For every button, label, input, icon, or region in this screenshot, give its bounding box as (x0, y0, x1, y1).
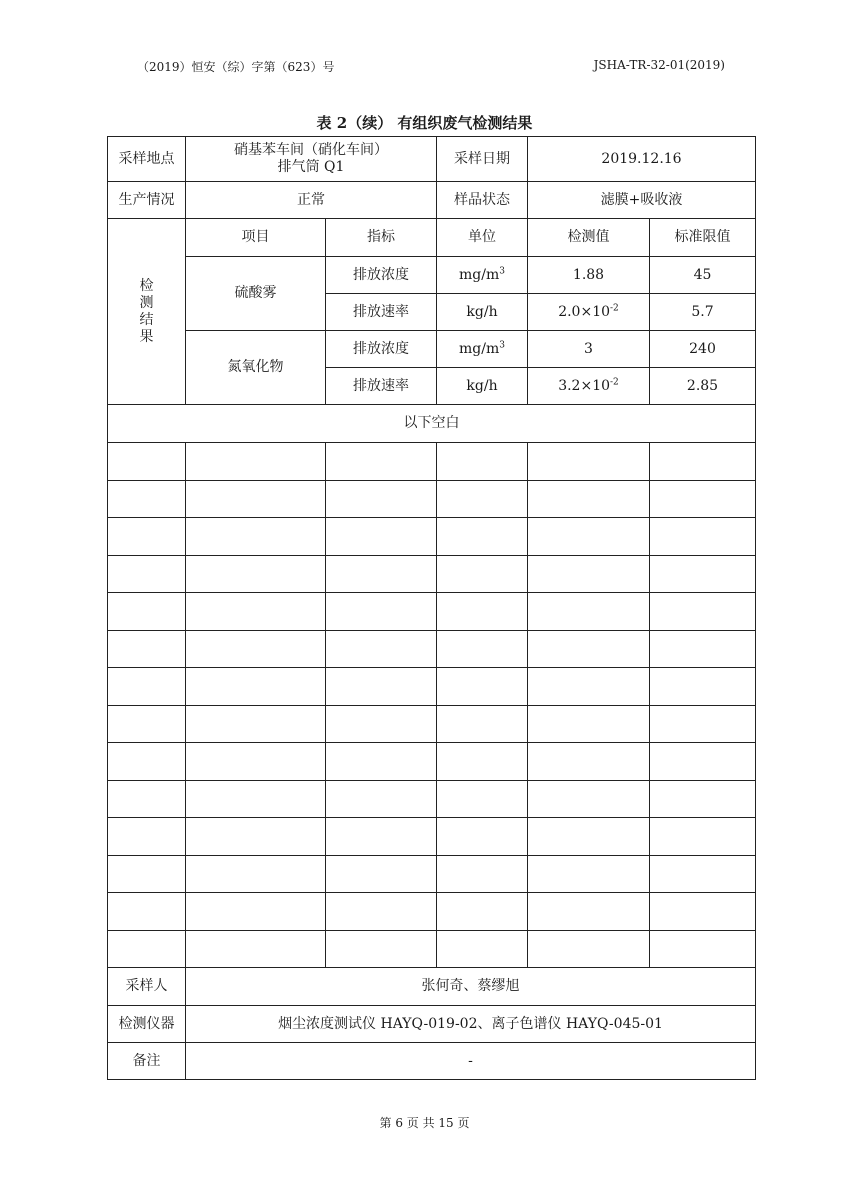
remark-row (108, 1043, 756, 1080)
blank-cell (650, 893, 756, 931)
document-number: （2019）恒安（综）字第（623）号 (137, 60, 335, 74)
remark-value: - (186, 1043, 756, 1080)
date-label: 采样日期 (437, 137, 528, 182)
blank-cell (186, 743, 326, 781)
blank-cell (108, 930, 186, 968)
blank-cell (437, 630, 528, 668)
blank-cell (650, 555, 756, 593)
blank-cell (326, 743, 437, 781)
site-row (108, 137, 756, 182)
blank-cell (650, 780, 756, 818)
measured-value: 3 (528, 331, 650, 368)
date-value: 2019.12.16 (528, 137, 756, 182)
page-footer: 第 6 页 共 15 页 (379, 1116, 470, 1130)
site-value (186, 137, 437, 182)
results-header-row (108, 219, 756, 257)
blank-cell (326, 930, 437, 968)
blank-cell (326, 518, 437, 556)
blank-cell (108, 855, 186, 893)
blank-cell (650, 443, 756, 481)
blank-cell (108, 818, 186, 856)
column-header-value: 检测值 (528, 219, 650, 257)
blank-cell (186, 818, 326, 856)
blank-row (108, 818, 756, 856)
blank-cell (650, 818, 756, 856)
results-section-label: 检 测 结 果 (108, 219, 186, 405)
blank-cell (650, 593, 756, 631)
blank-cell (528, 593, 650, 631)
production-value: 正常 (186, 182, 437, 219)
indicator: 排放浓度 (326, 331, 437, 368)
site-label: 采样地点 (108, 137, 186, 182)
blank-cell (650, 480, 756, 518)
column-header-item: 项目 (186, 219, 326, 257)
blank-cell (528, 518, 650, 556)
blank-cell (650, 743, 756, 781)
blank-cell (650, 518, 756, 556)
blank-cell (437, 705, 528, 743)
blank-cell (108, 893, 186, 931)
blank-cell (437, 930, 528, 968)
blank-row (108, 705, 756, 743)
blank-cell (108, 443, 186, 481)
blank-cell (186, 443, 326, 481)
blank-cell (108, 743, 186, 781)
measured-value: $3.2\times 10^{-2}$ (528, 368, 650, 405)
form-code: JSHA-TR-32-01(2019) (593, 58, 725, 72)
sampler-value: 张何奇、蔡缪旭 (186, 968, 756, 1006)
blank-cell (108, 518, 186, 556)
blank-cell (437, 668, 528, 706)
blank-cell (186, 555, 326, 593)
production-label: 生产情况 (108, 182, 186, 219)
limit-value: 2.85 (650, 368, 756, 405)
unit: kg/h (437, 368, 528, 405)
production-row (108, 182, 756, 219)
blank-cell (528, 893, 650, 931)
sampler-label: 采样人 (108, 968, 186, 1006)
blank-cell (437, 555, 528, 593)
blank-cell (108, 780, 186, 818)
blank-cell (108, 555, 186, 593)
blank-row (108, 668, 756, 706)
blank-cell (437, 855, 528, 893)
blank-cell (326, 668, 437, 706)
blank-cell (326, 818, 437, 856)
measured-value: $2.0\times 10^{-2}$ (528, 294, 650, 331)
sample-state-value: 滤膜+吸收液 (528, 182, 756, 219)
site-value-line1: 硝基苯车间（硝化车间） (234, 142, 388, 158)
blank-cell (186, 780, 326, 818)
blank-cell (437, 743, 528, 781)
measured-value: 1.88 (528, 257, 650, 294)
blank-cell (528, 480, 650, 518)
limit-value: 240 (650, 331, 756, 368)
instrument-row (108, 1006, 756, 1043)
unit: $mg/m^3$ (437, 331, 528, 368)
blank-cell (650, 630, 756, 668)
blank-cell (108, 593, 186, 631)
blank-cell (528, 443, 650, 481)
blank-row (108, 855, 756, 893)
blank-cell (108, 630, 186, 668)
blank-cell (528, 668, 650, 706)
blank-row (108, 930, 756, 968)
site-value-line2: 排气筒 Q1 (277, 159, 345, 175)
unit: kg/h (437, 294, 528, 331)
blank-cell (186, 480, 326, 518)
blank-cell (650, 705, 756, 743)
blank-cell (437, 443, 528, 481)
blank-cell (437, 480, 528, 518)
blank-cell (186, 855, 326, 893)
blank-row (108, 780, 756, 818)
blank-cell (437, 893, 528, 931)
blank-row (108, 743, 756, 781)
blank-cell (326, 705, 437, 743)
blank-cell (108, 705, 186, 743)
results-table (107, 136, 756, 1080)
blank-cell (528, 743, 650, 781)
blank-cell (326, 480, 437, 518)
blank-row (108, 555, 756, 593)
blank-cell (650, 930, 756, 968)
remark-label: 备注 (108, 1043, 186, 1080)
blank-cell (437, 780, 528, 818)
blank-cell (186, 705, 326, 743)
column-header-indicator: 指标 (326, 219, 437, 257)
blank-cell (186, 630, 326, 668)
blank-cell (528, 555, 650, 593)
blank-cell (437, 818, 528, 856)
blank-cell (186, 930, 326, 968)
instrument-label: 检测仪器 (108, 1006, 186, 1043)
blank-cell (186, 593, 326, 631)
blank-cell (326, 630, 437, 668)
blank-cell (326, 893, 437, 931)
blank-row (108, 443, 756, 481)
instrument-value: 烟尘浓度测试仪 HAYQ-019-02、离子色谱仪 HAYQ-045-01 (186, 1006, 756, 1043)
item-name: 硫酸雾 (186, 257, 326, 331)
blank-cell (108, 480, 186, 518)
column-header-limit: 标准限值 (650, 219, 756, 257)
blank-cell (528, 705, 650, 743)
blank-cell (326, 855, 437, 893)
indicator: 排放速率 (326, 294, 437, 331)
table-caption: 表 2（续） 有组织废气检测结果 (316, 114, 533, 132)
result-row (108, 331, 756, 368)
blank-rows (108, 443, 756, 968)
blank-cell (528, 818, 650, 856)
blank-cell (650, 855, 756, 893)
blank-cell (326, 780, 437, 818)
blank-cell (528, 855, 650, 893)
blank-cell (528, 630, 650, 668)
blank-row (108, 630, 756, 668)
blank-cell (437, 518, 528, 556)
blank-note-row (108, 405, 756, 443)
blank-cell (437, 593, 528, 631)
limit-value: 45 (650, 257, 756, 294)
blank-cell (186, 518, 326, 556)
blank-cell (326, 443, 437, 481)
result-row (108, 257, 756, 294)
blank-cell (186, 668, 326, 706)
blank-row (108, 480, 756, 518)
blank-cell (108, 668, 186, 706)
blank-row (108, 593, 756, 631)
blank-cell (528, 930, 650, 968)
column-header-unit: 单位 (437, 219, 528, 257)
unit: $mg/m^3$ (437, 257, 528, 294)
item-name: 氮氧化物 (186, 331, 326, 405)
indicator: 排放速率 (326, 368, 437, 405)
blank-row (108, 518, 756, 556)
blank-cell (528, 780, 650, 818)
blank-note: 以下空白 (108, 405, 756, 443)
indicator: 排放浓度 (326, 257, 437, 294)
blank-cell (186, 893, 326, 931)
blank-cell (326, 593, 437, 631)
blank-row (108, 893, 756, 931)
sample-state-label: 样品状态 (437, 182, 528, 219)
blank-cell (326, 555, 437, 593)
blank-cell (650, 668, 756, 706)
limit-value: 5.7 (650, 294, 756, 331)
sampler-row (108, 968, 756, 1006)
